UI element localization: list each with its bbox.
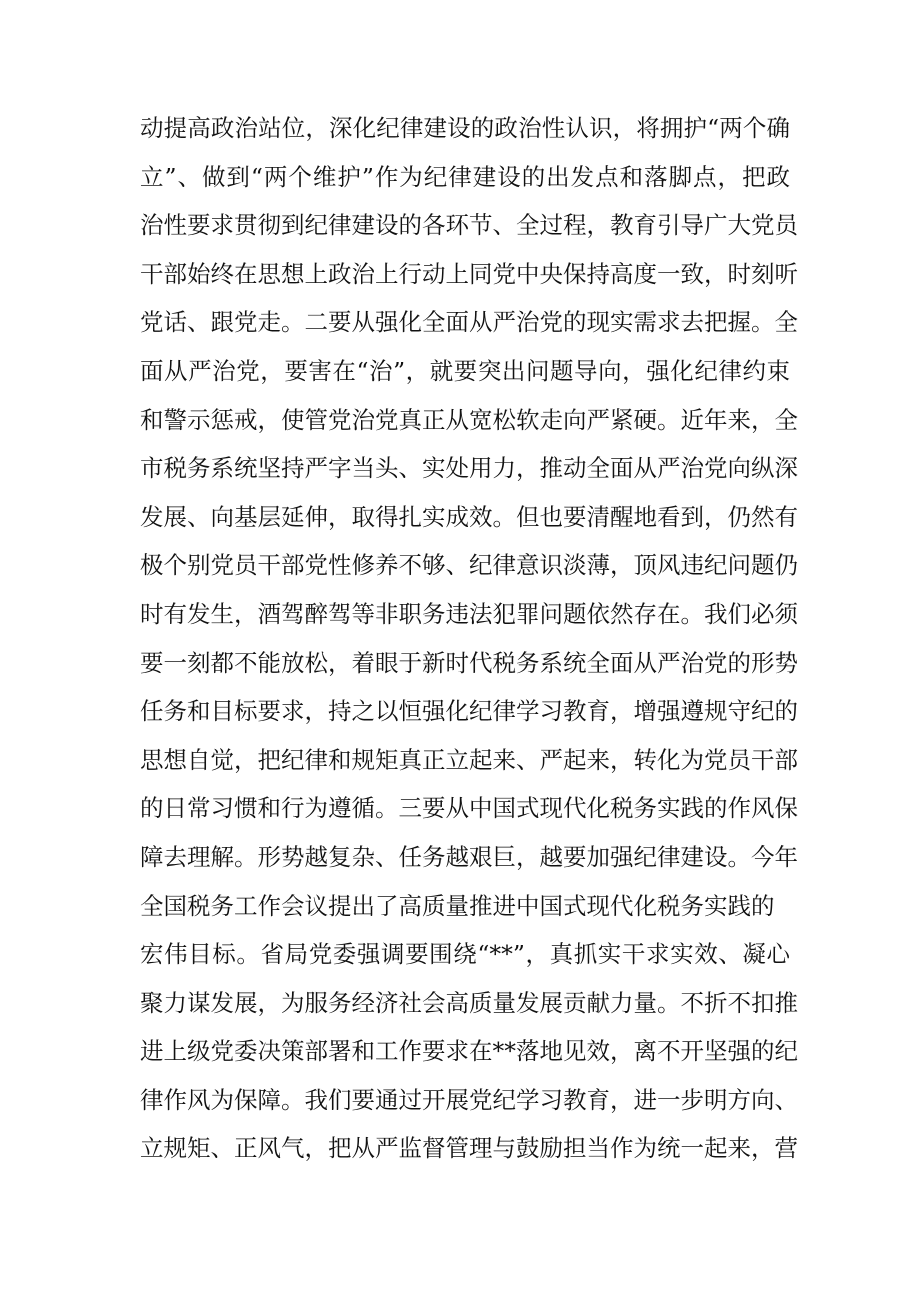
text-line: 干部始终在思想上政治上行动上同党中央保持高度一致，时刻听 <box>140 259 798 288</box>
text-line: 党话、跟党走。二要从强化全面从严治党的现实需求去把握。全 <box>140 308 798 337</box>
text-line: 立”、做到“两个维护”作为纪律建设的出发点和落脚点，把政 <box>140 162 790 191</box>
text-line: 极个别党员干部党性修养不够、纪律意识淡薄，顶风违纪问题仍 <box>140 551 798 580</box>
body-paragraph <box>140 104 798 1173</box>
text-line: 时有发生，酒驾醉驾等非职务违法犯罪问题依然存在。我们必须 <box>140 599 798 628</box>
text-line: 治性要求贯彻到纪律建设的各环节、全过程，教育引导广大党员 <box>140 211 798 240</box>
text-line: 进上级党委决策部署和工作要求在**落地见效，离不开坚强的纪 <box>140 1037 798 1066</box>
text-line: 思想自觉，把纪律和规矩真正立起来、严起来，转化为党员干部 <box>140 745 798 774</box>
text-line: 的日常习惯和行为遵循。三要从中国式现代化税务实践的作风保 <box>140 794 798 823</box>
text-line: 要一刻都不能放松，着眼于新时代税务系统全面从严治党的形势 <box>140 648 798 677</box>
text-line: 律作风为保障。我们要通过开展党纪学习教育，进一步明方向、 <box>140 1085 798 1114</box>
text-line: 障去理解。形势越复杂、任务越艰巨，越要加强纪律建设。今年 <box>140 842 798 871</box>
text-line: 宏伟目标。省局党委强调要围绕“**”，真抓实干求实效、凝心 <box>140 940 790 969</box>
text-line: 全国税务工作会议提出了高质量推进中国式现代化税务实践的 <box>140 891 775 920</box>
text-line: 面从严治党，要害在“治”，就要突出问题导向，强化纪律约束 <box>140 356 790 385</box>
text-line: 动提高政治站位，深化纪律建设的政治性认识，将拥护“两个确 <box>140 114 790 142</box>
text-line: 立规矩、正风气，把从严监督管理与鼓励担当作为统一起来，营 <box>140 1134 798 1163</box>
text-line: 和警示惩戒，使管党治党真正从宽松软走向严紧硬。近年来，全 <box>140 405 798 434</box>
text-line: 聚力谋发展，为服务经济社会高质量发展贡献力量。不折不扣推 <box>140 988 798 1017</box>
text-line: 市税务系统坚持严字当头、实处用力，推动全面从严治党向纵深 <box>140 454 798 483</box>
text-line: 发展、向基层延伸，取得扎实成效。但也要清醒地看到，仍然有 <box>140 502 798 531</box>
text-line: 任务和目标要求，持之以恒强化纪律学习教育，增强遵规守纪的 <box>140 697 798 726</box>
